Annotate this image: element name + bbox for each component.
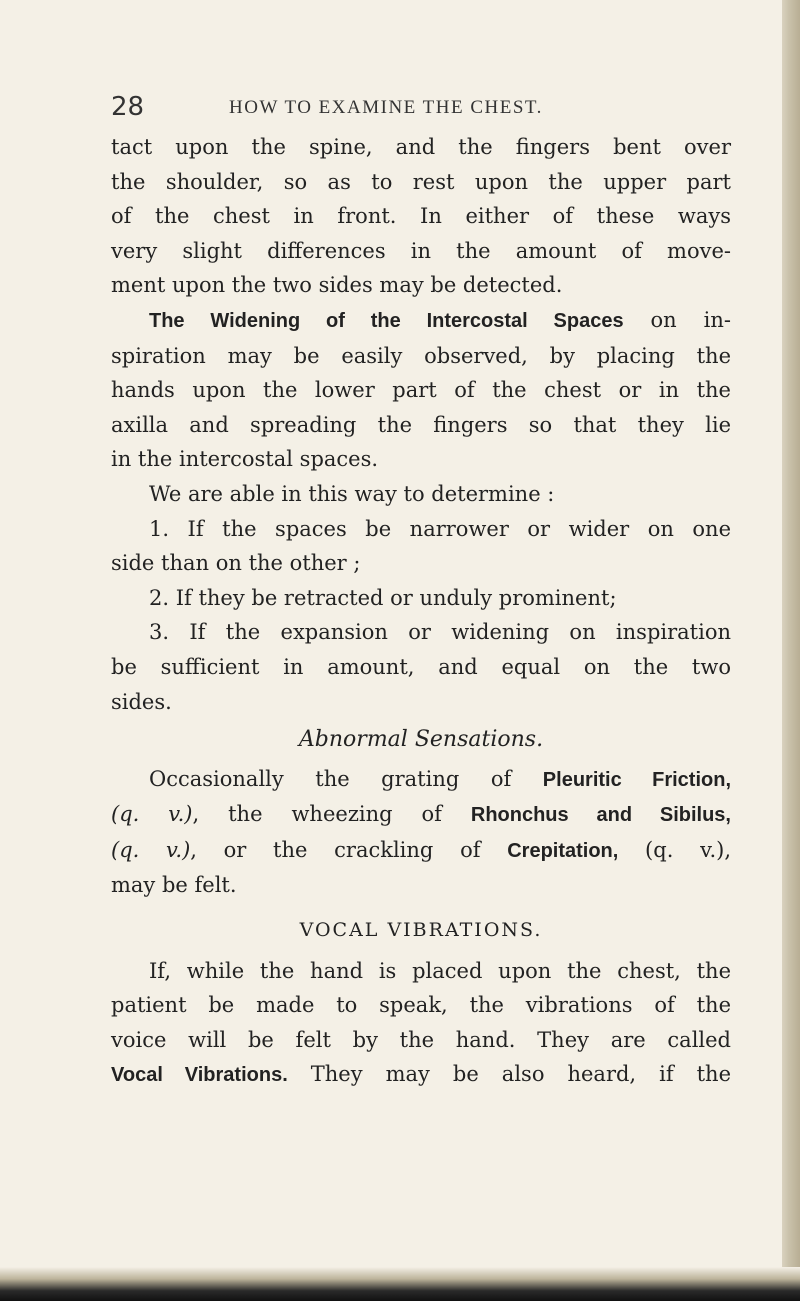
italic-ref: (q. v.): [111, 837, 191, 862]
text-line: [111, 833, 731, 869]
text-line: side than on the other ;: [111, 551, 361, 576]
bold-term: The Widening of the Intercostal Spaces: [149, 309, 624, 332]
text-line: ment upon the two sides may be detected.: [111, 273, 563, 298]
bold-term: Pleuritic Friction,: [542, 768, 732, 791]
bold-term: Rhonchus and Sibilus,: [470, 804, 731, 827]
bold-term: Vocal Vibrations.: [111, 1064, 288, 1087]
text-line: [111, 797, 731, 833]
text-run: (q. v.),: [618, 837, 731, 862]
text-line: hands upon the lower part of the chest or in the: [111, 378, 731, 403]
text-line: We are able in this way to determine :: [149, 481, 555, 506]
page-bottom-shadow: [0, 1267, 800, 1301]
page-edge-shadow: [782, 0, 800, 1301]
text-line: sides.: [111, 689, 172, 714]
text-run: on in-: [623, 307, 731, 332]
body-text: [111, 130, 731, 1093]
text-line: [111, 762, 731, 798]
text-line: very slight differences in the amount of move-: [111, 238, 731, 263]
text-run: , the wheezing of: [192, 802, 471, 827]
text-run: They may be also heard, if the: [287, 1062, 732, 1087]
text-line: If, while the hand is placed upon the chest, the: [149, 958, 731, 983]
text-line: voice will be felt by the hand. They are called: [111, 1027, 731, 1052]
text-line: [111, 1057, 731, 1093]
text-line: in the intercostal spaces.: [111, 447, 379, 472]
text-line: patient be made to speak, the vibrations of the: [111, 993, 731, 1018]
text-line: tact upon the spine, and the fingers bent over: [111, 135, 731, 159]
subheading: Abnormal Sensations.: [298, 727, 544, 753]
page-number: 28: [111, 92, 145, 122]
text-line: axilla and spreading the fingers so that they lie: [111, 412, 731, 437]
page-header: [111, 92, 751, 124]
section-heading: VOCAL VIBRATIONS.: [299, 919, 543, 942]
running-head: HOW TO EXAMINE THE CHEST.: [229, 97, 543, 118]
text-run: Occasionally the grating of: [149, 766, 543, 791]
text-line: may be felt.: [111, 873, 237, 898]
text-line: spiration may be easily observed, by placing the: [111, 343, 731, 368]
text-line: be sufficient in amount, and equal on the two: [111, 654, 731, 679]
text-line: of the chest in front. In either of these ways: [111, 204, 731, 229]
text-line: [111, 303, 731, 339]
bold-term: Crepitation,: [507, 839, 619, 862]
list-item: 1. If the spaces be narrower or wider on one: [149, 516, 731, 541]
italic-ref: (q. v.): [111, 802, 193, 827]
list-item: 2. If they be retracted or unduly prominent;: [149, 585, 617, 610]
text-line: the shoulder, so as to rest upon the upper part: [111, 169, 731, 194]
list-item: 3. If the expansion or widening on inspiration: [149, 620, 731, 645]
text-run: , or the crackling of: [190, 837, 508, 862]
